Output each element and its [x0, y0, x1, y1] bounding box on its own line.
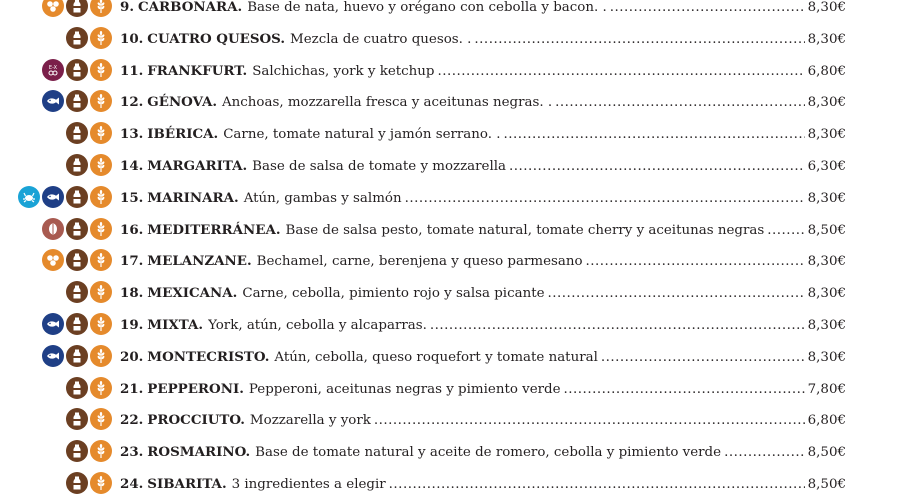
item-number: 18.	[120, 285, 144, 302]
item-description: Base de nata, huevo y orégano con cebolla y bacon. .	[247, 0, 607, 15]
wheat-icon	[90, 440, 112, 462]
svg-text:E-X: E-X	[48, 64, 58, 71]
milk-icon	[66, 249, 88, 271]
milk-icon	[66, 90, 88, 112]
milk-icon	[66, 122, 88, 144]
menu-item-line	[120, 188, 846, 209]
item-price: 8,30€	[807, 286, 846, 302]
item-number: 22.	[120, 412, 144, 429]
menu-item	[0, 468, 900, 500]
item-name: PEPPERONI.	[147, 380, 244, 397]
item-price: 8,50€	[807, 477, 846, 492]
item-price: 6,80€	[807, 413, 846, 429]
wheat-icon	[90, 249, 112, 271]
item-price: 8,30€	[807, 0, 846, 15]
item-name: MELANZANE.	[147, 253, 252, 270]
dot-leader	[555, 93, 805, 113]
item-price: 8,30€	[807, 318, 846, 333]
item-number: 24.	[120, 476, 144, 492]
wheat-icon	[90, 472, 112, 494]
allergen-icons	[42, 345, 112, 369]
menu-item-line	[120, 379, 846, 400]
wheat-icon	[90, 154, 112, 176]
menu-item	[0, 118, 900, 150]
item-number: 12.	[120, 94, 144, 111]
milk-icon	[66, 218, 88, 240]
menu-item	[0, 277, 900, 309]
milk-icon	[66, 440, 88, 462]
allergen-icons	[42, 313, 112, 337]
item-price: 8,30€	[807, 190, 846, 206]
item-price: 8,50€	[807, 222, 846, 238]
wheat-icon	[90, 313, 112, 335]
item-name: SIBARITA.	[147, 476, 227, 492]
item-name: IBÉRICA.	[147, 126, 219, 143]
milk-icon	[66, 154, 88, 176]
item-description: Anchoas, mozzarella fresca y aceitunas negras. .	[222, 95, 553, 111]
item-number: 10.	[120, 30, 144, 47]
wheat-icon	[90, 186, 112, 208]
item-number: 19.	[120, 317, 144, 333]
milk-icon	[66, 377, 88, 399]
egg-icon	[42, 0, 64, 17]
menu-item	[0, 404, 900, 436]
menu-item	[0, 150, 900, 182]
item-name: FRANKFURT.	[147, 62, 248, 79]
item-description: Carne, cebolla, pimiento rojo y salsa picante	[242, 286, 545, 302]
menu-item	[0, 214, 900, 246]
menu-item-line	[120, 283, 846, 304]
item-number: 20.	[120, 348, 144, 365]
allergen-icons	[18, 186, 112, 210]
item-description: Base de tomate natural y aceite de romero, cebolla y pimiento verde	[255, 445, 722, 461]
milk-icon	[66, 408, 88, 430]
item-description: Salchichas, york y ketchup	[252, 63, 435, 79]
menu-item	[0, 55, 900, 87]
item-number: 15.	[120, 189, 144, 206]
milk-icon	[66, 313, 88, 335]
dot-leader	[438, 62, 805, 82]
item-price: 8,50€	[807, 445, 846, 461]
menu-item	[0, 373, 900, 405]
crab-icon	[18, 186, 40, 208]
dot-leader	[504, 125, 805, 145]
item-number: 23.	[120, 444, 144, 461]
dot-leader	[564, 380, 805, 400]
wheat-icon	[90, 90, 112, 112]
allergen-icons	[66, 472, 112, 496]
wheat-icon	[90, 408, 112, 430]
fish-icon	[42, 90, 64, 112]
allergen-icons	[66, 377, 112, 401]
item-description: Mezcla de cuatro quesos. .	[290, 31, 472, 47]
milk-icon	[66, 186, 88, 208]
menu-item-line	[120, 442, 846, 463]
item-price: 6,80€	[807, 63, 846, 79]
allergen-icons	[66, 408, 112, 432]
dot-leader	[724, 443, 805, 463]
item-description: Carne, tomate natural y jamón serrano. .	[223, 127, 501, 143]
item-number: 16.	[120, 221, 144, 238]
item-name: MARINARA.	[147, 189, 239, 206]
milk-icon	[66, 472, 88, 494]
dot-leader	[610, 0, 805, 18]
item-name: CUATRO QUESOS.	[147, 30, 286, 47]
dot-leader	[767, 221, 804, 241]
item-price: 8,30€	[807, 31, 846, 47]
item-price: 7,80€	[807, 381, 846, 397]
menu-item	[0, 23, 900, 55]
allergen-icons	[66, 154, 112, 178]
dot-leader	[509, 157, 805, 177]
item-name: ROSMARINO.	[147, 444, 251, 461]
allergen-icons	[42, 90, 112, 114]
nuts-icon	[42, 218, 64, 240]
dot-leader	[474, 30, 804, 50]
item-name: MARGARITA.	[147, 158, 248, 174]
fish-icon	[42, 345, 64, 367]
allergen-icons	[66, 440, 112, 464]
item-name: MIXTA.	[147, 317, 204, 333]
wheat-icon	[90, 377, 112, 399]
allergen-icons	[42, 249, 112, 273]
milk-icon	[66, 345, 88, 367]
dot-leader	[601, 348, 805, 368]
menu-item-line	[120, 61, 846, 82]
wheat-icon	[90, 0, 112, 17]
item-description: Atún, gambas y salmón	[243, 190, 402, 206]
menu-item-line	[120, 251, 846, 272]
item-name: PROCCIUTO.	[147, 412, 245, 429]
item-number: 14.	[120, 158, 144, 174]
dot-leader	[389, 475, 805, 495]
dot-leader	[374, 411, 805, 431]
item-name: GÉNOVA.	[147, 94, 218, 111]
menu-item	[0, 0, 900, 23]
item-name: MONTECRISTO.	[147, 348, 270, 365]
item-number: 13.	[120, 126, 144, 143]
menu-item	[0, 436, 900, 468]
item-number: 11.	[120, 62, 144, 79]
wheat-icon	[90, 281, 112, 303]
fish-icon	[42, 186, 64, 208]
menu-item	[0, 86, 900, 118]
item-description: Mozzarella y york	[249, 413, 371, 429]
item-description: Pepperoni, aceitunas negras y pimiento verde	[248, 381, 561, 397]
item-price: 8,30€	[807, 127, 846, 143]
sulfite-icon	[42, 59, 64, 81]
item-description: York, atún, cebolla y alcaparras.	[208, 318, 427, 333]
item-name: MEDITERRÁNEA.	[147, 221, 281, 238]
menu-item-line	[120, 92, 846, 113]
item-price: 8,30€	[807, 254, 846, 270]
item-description: Base de salsa de tomate y mozzarella	[252, 159, 507, 174]
menu-item-line	[120, 124, 846, 145]
allergen-icons	[42, 59, 112, 83]
allergen-icons	[66, 27, 112, 51]
milk-icon	[66, 281, 88, 303]
menu-item-line	[120, 29, 846, 50]
menu-item-line	[120, 0, 846, 18]
item-price: 8,30€	[807, 349, 846, 365]
allergen-icons	[66, 122, 112, 146]
milk-icon	[66, 27, 88, 49]
wheat-icon	[90, 345, 112, 367]
menu-item	[0, 245, 900, 277]
item-description: 3 ingredientes a elegir	[231, 477, 386, 492]
menu-item-line	[120, 156, 846, 177]
egg-icon	[42, 249, 64, 271]
milk-icon	[66, 59, 88, 81]
menu-item-line	[120, 347, 846, 368]
fish-icon	[42, 313, 64, 335]
dot-leader	[586, 252, 805, 272]
item-price: 8,30€	[807, 95, 846, 111]
item-description: Atún, cebolla, queso roquefort y tomate natural	[274, 349, 598, 365]
wheat-icon	[90, 27, 112, 49]
item-name: MEXICANA.	[147, 285, 238, 302]
milk-icon	[66, 0, 88, 17]
item-name: CARBONARA.	[137, 0, 243, 15]
dot-leader	[405, 189, 805, 209]
menu-item-line	[120, 474, 846, 495]
allergen-icons	[42, 0, 112, 19]
menu-item	[0, 341, 900, 373]
item-description: Base de salsa pesto, tomate natural, tomate cherry y aceitunas negras	[285, 222, 765, 238]
allergen-icons	[42, 218, 112, 242]
menu-item-line	[120, 410, 846, 431]
item-number: 9.	[120, 0, 134, 15]
wheat-icon	[90, 122, 112, 144]
item-description: Bechamel, carne, berenjena y queso parmesano	[256, 254, 583, 270]
allergen-icons	[66, 281, 112, 305]
menu-item	[0, 309, 900, 341]
menu-item-line	[120, 315, 846, 336]
wheat-icon	[90, 59, 112, 81]
menu-item	[0, 182, 900, 214]
menu-item-line	[120, 220, 846, 241]
item-price: 6,30€	[807, 159, 846, 174]
item-number: 17.	[120, 253, 144, 270]
wheat-icon	[90, 218, 112, 240]
dot-leader	[548, 284, 805, 304]
dot-leader	[430, 316, 805, 336]
item-number: 21.	[120, 380, 144, 397]
